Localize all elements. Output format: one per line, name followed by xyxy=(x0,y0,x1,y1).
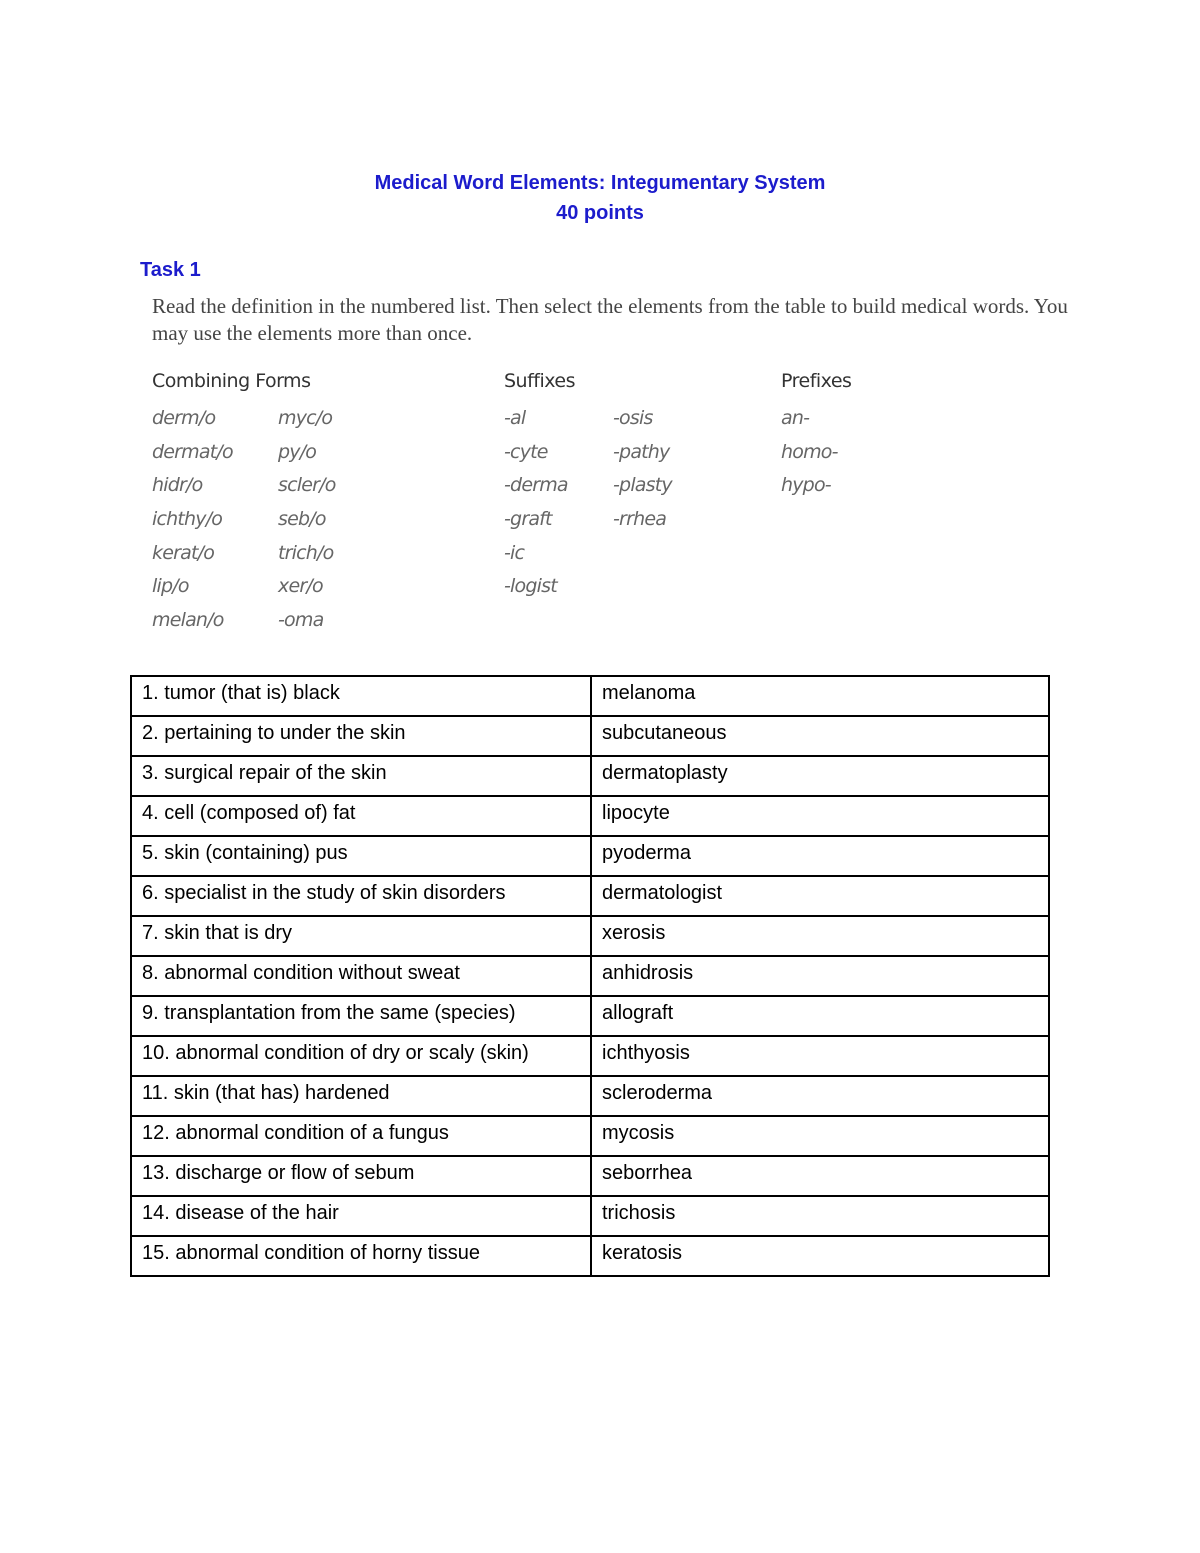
task-label: Task 1 xyxy=(140,259,201,281)
answer-cell: lipocyte xyxy=(591,796,1049,836)
answer-table xyxy=(130,675,1050,1277)
word-element: -osis xyxy=(613,407,653,429)
table-row xyxy=(131,1076,1049,1116)
table-row xyxy=(131,836,1049,876)
answer-cell: xerosis xyxy=(591,916,1049,956)
answer-cell: keratosis xyxy=(591,1236,1049,1276)
definition-cell: 15. abnormal condition of horny tissue xyxy=(131,1236,591,1276)
table-row xyxy=(131,1236,1049,1276)
table-row xyxy=(131,1156,1049,1196)
points-label: 40 points xyxy=(556,202,644,224)
table-row xyxy=(131,996,1049,1036)
definition-cell: 11. skin (that has) hardened xyxy=(131,1076,591,1116)
word-element: myc/o xyxy=(278,407,333,429)
answer-cell: pyoderma xyxy=(591,836,1049,876)
word-element: trich/o xyxy=(278,541,334,564)
definition-cell: 13. discharge or flow of sebum xyxy=(131,1156,591,1196)
definition-cell: 7. skin that is dry xyxy=(131,916,591,956)
word-element: hypo- xyxy=(781,474,831,497)
word-element: -al xyxy=(504,407,526,429)
combining-forms-column-1 xyxy=(152,404,233,640)
answer-cell: anhidrosis xyxy=(591,956,1049,996)
combining-forms-heading: Combining Forms xyxy=(152,370,311,392)
table-row xyxy=(131,796,1049,836)
answer-cell: trichosis xyxy=(591,1196,1049,1236)
suffixes-column-1 xyxy=(504,404,568,606)
answer-cell: seborrhea xyxy=(591,1156,1049,1196)
table-row xyxy=(131,716,1049,756)
word-element: scler/o xyxy=(278,474,336,497)
word-element: lip/o xyxy=(152,575,189,598)
word-element: -oma xyxy=(278,609,324,632)
word-element: -logist xyxy=(504,575,557,598)
table-row xyxy=(131,876,1049,916)
table-row xyxy=(131,1196,1049,1236)
table-row xyxy=(131,756,1049,796)
table-row xyxy=(131,1036,1049,1076)
word-element: hidr/o xyxy=(152,474,203,497)
definition-cell: 8. abnormal condition without sweat xyxy=(131,956,591,996)
prefixes-column xyxy=(781,404,838,505)
suffixes-heading: Suffixes xyxy=(504,370,576,392)
answer-cell: allograft xyxy=(591,996,1049,1036)
task-instructions: Read the definition in the numbered list. Then select the elements from the table to build medical words. You may use the elements more than once. xyxy=(152,294,1068,345)
word-element: derm/o xyxy=(152,407,216,429)
word-element: py/o xyxy=(278,440,317,463)
word-element: -ic xyxy=(504,541,525,564)
answer-cell: dermatologist xyxy=(591,876,1049,916)
suffixes-column-2 xyxy=(613,404,672,539)
definition-cell: 10. abnormal condition of dry or scaly (skin) xyxy=(131,1036,591,1076)
definition-cell: 2. pertaining to under the skin xyxy=(131,716,591,756)
word-element: -cyte xyxy=(504,440,548,463)
answer-cell: mycosis xyxy=(591,1116,1049,1156)
table-row xyxy=(131,916,1049,956)
answer-cell: ichthyosis xyxy=(591,1036,1049,1076)
word-element: dermat/o xyxy=(152,440,233,463)
word-element: -plasty xyxy=(613,474,672,497)
definition-cell: 14. disease of the hair xyxy=(131,1196,591,1236)
word-element: kerat/o xyxy=(152,541,215,564)
word-element: xer/o xyxy=(278,575,323,598)
answer-cell: dermatoplasty xyxy=(591,756,1049,796)
table-row xyxy=(131,956,1049,996)
answer-cell: subcutaneous xyxy=(591,716,1049,756)
word-element: melan/o xyxy=(152,609,224,632)
table-row xyxy=(131,1116,1049,1156)
answer-cell: melanoma xyxy=(591,676,1049,716)
definition-cell: 9. transplantation from the same (species) xyxy=(131,996,591,1036)
word-element: -derma xyxy=(504,474,568,497)
definition-cell: 6. specialist in the study of skin disorders xyxy=(131,876,591,916)
word-element: -pathy xyxy=(613,440,670,463)
answer-cell: scleroderma xyxy=(591,1076,1049,1116)
definition-cell: 1. tumor (that is) black xyxy=(131,676,591,716)
word-element: -graft xyxy=(504,508,552,531)
word-element: ichthy/o xyxy=(152,508,223,531)
definition-cell: 5. skin (containing) pus xyxy=(131,836,591,876)
combining-forms-column-2 xyxy=(278,404,336,640)
definition-cell: 4. cell (composed of) fat xyxy=(131,796,591,836)
definition-cell: 3. surgical repair of the skin xyxy=(131,756,591,796)
document-title: Medical Word Elements: Integumentary System xyxy=(374,172,826,194)
definition-cell: 12. abnormal condition of a fungus xyxy=(131,1116,591,1156)
word-element: seb/o xyxy=(278,508,326,531)
prefixes-heading: Prefixes xyxy=(781,370,852,392)
table-row xyxy=(131,676,1049,716)
word-element: homo- xyxy=(781,440,838,463)
word-element: -rrhea xyxy=(613,508,667,531)
word-element: an- xyxy=(781,407,810,429)
